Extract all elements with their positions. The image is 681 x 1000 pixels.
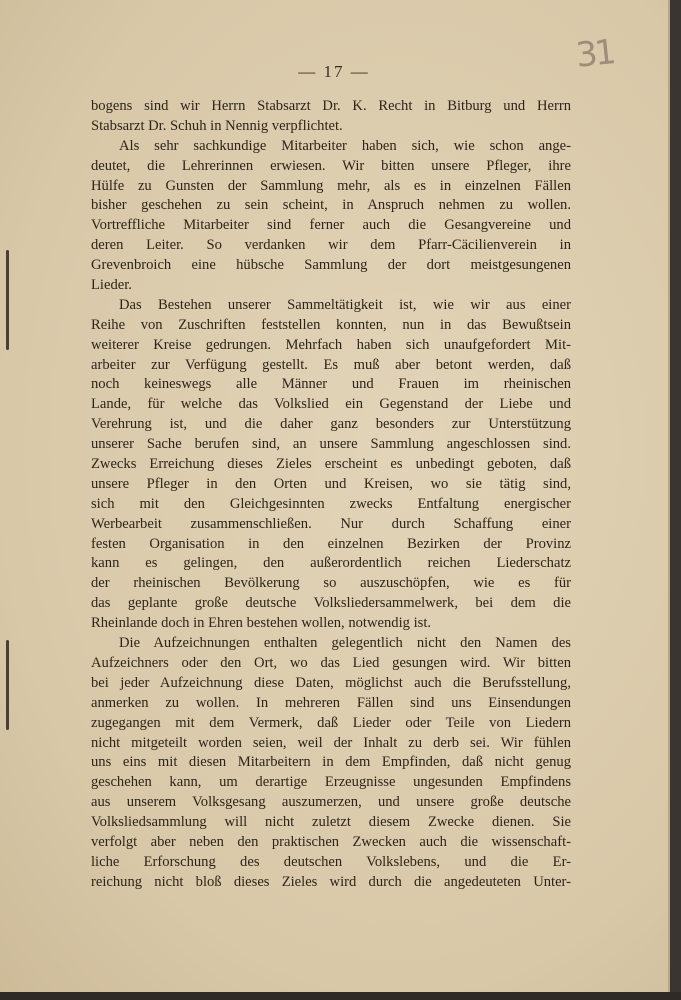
text-line: unsere Pfleger in den Orten und Kreisen, wo sie tätig sind, xyxy=(91,475,571,492)
text-line: noch keineswegs alle Männer und Frauen im rheinischen xyxy=(91,376,571,393)
text-line: reichung nicht bloß dieses Zieles wird durch die angedeuteten Unter- xyxy=(91,873,571,890)
text-line: Reihe von Zuschriften feststellen konnten, nun in das Bewußtsein xyxy=(91,316,571,333)
archive-pencil-mark: 31 xyxy=(574,32,616,76)
binding-thread-top xyxy=(2,250,14,350)
text-line: weiterer Kreise gedrungen. Mehrfach haben sich unaufgefordert Mit- xyxy=(91,336,571,353)
text-line: Das Bestehen unserer Sammeltätigkeit ist, wie wir aus einer xyxy=(119,296,571,313)
text-line: nicht mitgeteilt worden seien, weil der Inhalt zu derb sei. Wir fühlen xyxy=(91,734,571,751)
text-line: Werbearbeit zusammenschließen. Nur durch Schaffung einer xyxy=(91,515,571,532)
text-line: Volksliedsammlung will nicht zuletzt diesem Zwecke dienen. Sie xyxy=(91,814,571,831)
text-line: festen Organisation in den einzelnen Bezirken der Provinz xyxy=(91,535,571,552)
scan-edge-right xyxy=(670,0,681,1000)
text-line: uns eins mit diesen Mitarbeitern in dem Empfinden, daß nicht genug xyxy=(91,754,571,771)
text-line: zugegangen mit dem Vermerk, daß Lieder oder Teile von Liedern xyxy=(91,714,571,731)
text-line: sich mit den Gleichgesinnten zwecks Entfaltung energischer xyxy=(91,495,571,512)
text-line: Verehrung ist, und die daher ganz besonders zur Unterstützung xyxy=(91,416,571,433)
text-line: Grevenbroich eine hübsche Sammlung der dort meistgesungenen xyxy=(91,257,571,274)
text-line: deutet, die Lehrerinnen erwiesen. Wir bitten unsere Pfleger, ihre xyxy=(91,157,571,174)
text-line: bisher geschehen zu sein scheint, in Anspruch nehmen zu wollen. xyxy=(91,197,571,214)
text-line: der rheinischen Bevölkerung so auszuschöpfen, wie es für xyxy=(91,575,571,592)
text-line: kann es gelingen, den außerordentlich reichen Liederschatz xyxy=(91,555,571,572)
text-line: Lande, für welche das Volkslied ein Gegenstand der Liebe und xyxy=(91,396,571,413)
text-line: Zwecks Erreichung dieses Zieles erscheint es unbedingt geboten, daß xyxy=(91,456,571,473)
text-line: Vortreffliche Mitarbeiter sind ferner auch die Gesangvereine und xyxy=(91,217,571,234)
text-line: arbeiter zur Verfügung gestellt. Es muß aber betont werden, daß xyxy=(91,356,571,373)
text-line: geschehen kann, um derartige Erzeugnisse ungesunden Empfindens xyxy=(91,774,571,791)
text-line: verfolgt aber neben den praktischen Zwecken auch die wissenschaft- xyxy=(91,833,571,850)
page-number: — 17 — xyxy=(298,62,370,81)
text-line: unserer Sache berufen sind, an unsere Sammlung angeschlossen sind. xyxy=(91,436,571,453)
body-text xyxy=(91,97,571,893)
binding-thread-bottom xyxy=(2,640,14,740)
text-line: Hülfe zu Gunsten der Sammlung mehr, als es in einzelnen Fällen xyxy=(91,177,571,194)
text-line: Rheinlande doch in Ehren bestehen wollen, notwendig ist. xyxy=(91,615,432,632)
text-line: aus unserem Volksgesang auszumerzen, und unsere große deutsche xyxy=(91,794,571,811)
text-line: anmerken zu wollen. In mehreren Fällen sind uns Einsendungen xyxy=(91,694,571,711)
text-line: liche Erforschung des deutschen Volkslebens, und die Er- xyxy=(91,853,571,870)
scan-edge-bottom xyxy=(0,992,681,1000)
text-line: Aufzeichners oder den Ort, wo das Lied gesungen wird. Wir bitten xyxy=(91,654,571,671)
text-line: Als sehr sachkundige Mitarbeiter haben sich, wie schon ange- xyxy=(119,137,571,154)
text-line: das geplante große deutsche Volksliedersammelwerk, bei dem die xyxy=(91,595,571,612)
text-line: Stabsarzt Dr. Schuh in Nennig verpflichtet. xyxy=(91,117,343,134)
text-line: Lieder. xyxy=(91,277,132,294)
text-line: Die Aufzeichnungen enthalten gelegentlich nicht den Namen des xyxy=(119,635,571,652)
text-line: bogens sind wir Herrn Stabsarzt Dr. K. Recht in Bitburg und Herrn xyxy=(91,98,571,114)
text-line: bei jeder Aufzeichnung diese Daten, möglichst auch die Berufsstellung, xyxy=(91,674,571,691)
text-line: deren Leiter. So verdanken wir dem Pfarr-Cäcilienverein in xyxy=(91,237,571,254)
